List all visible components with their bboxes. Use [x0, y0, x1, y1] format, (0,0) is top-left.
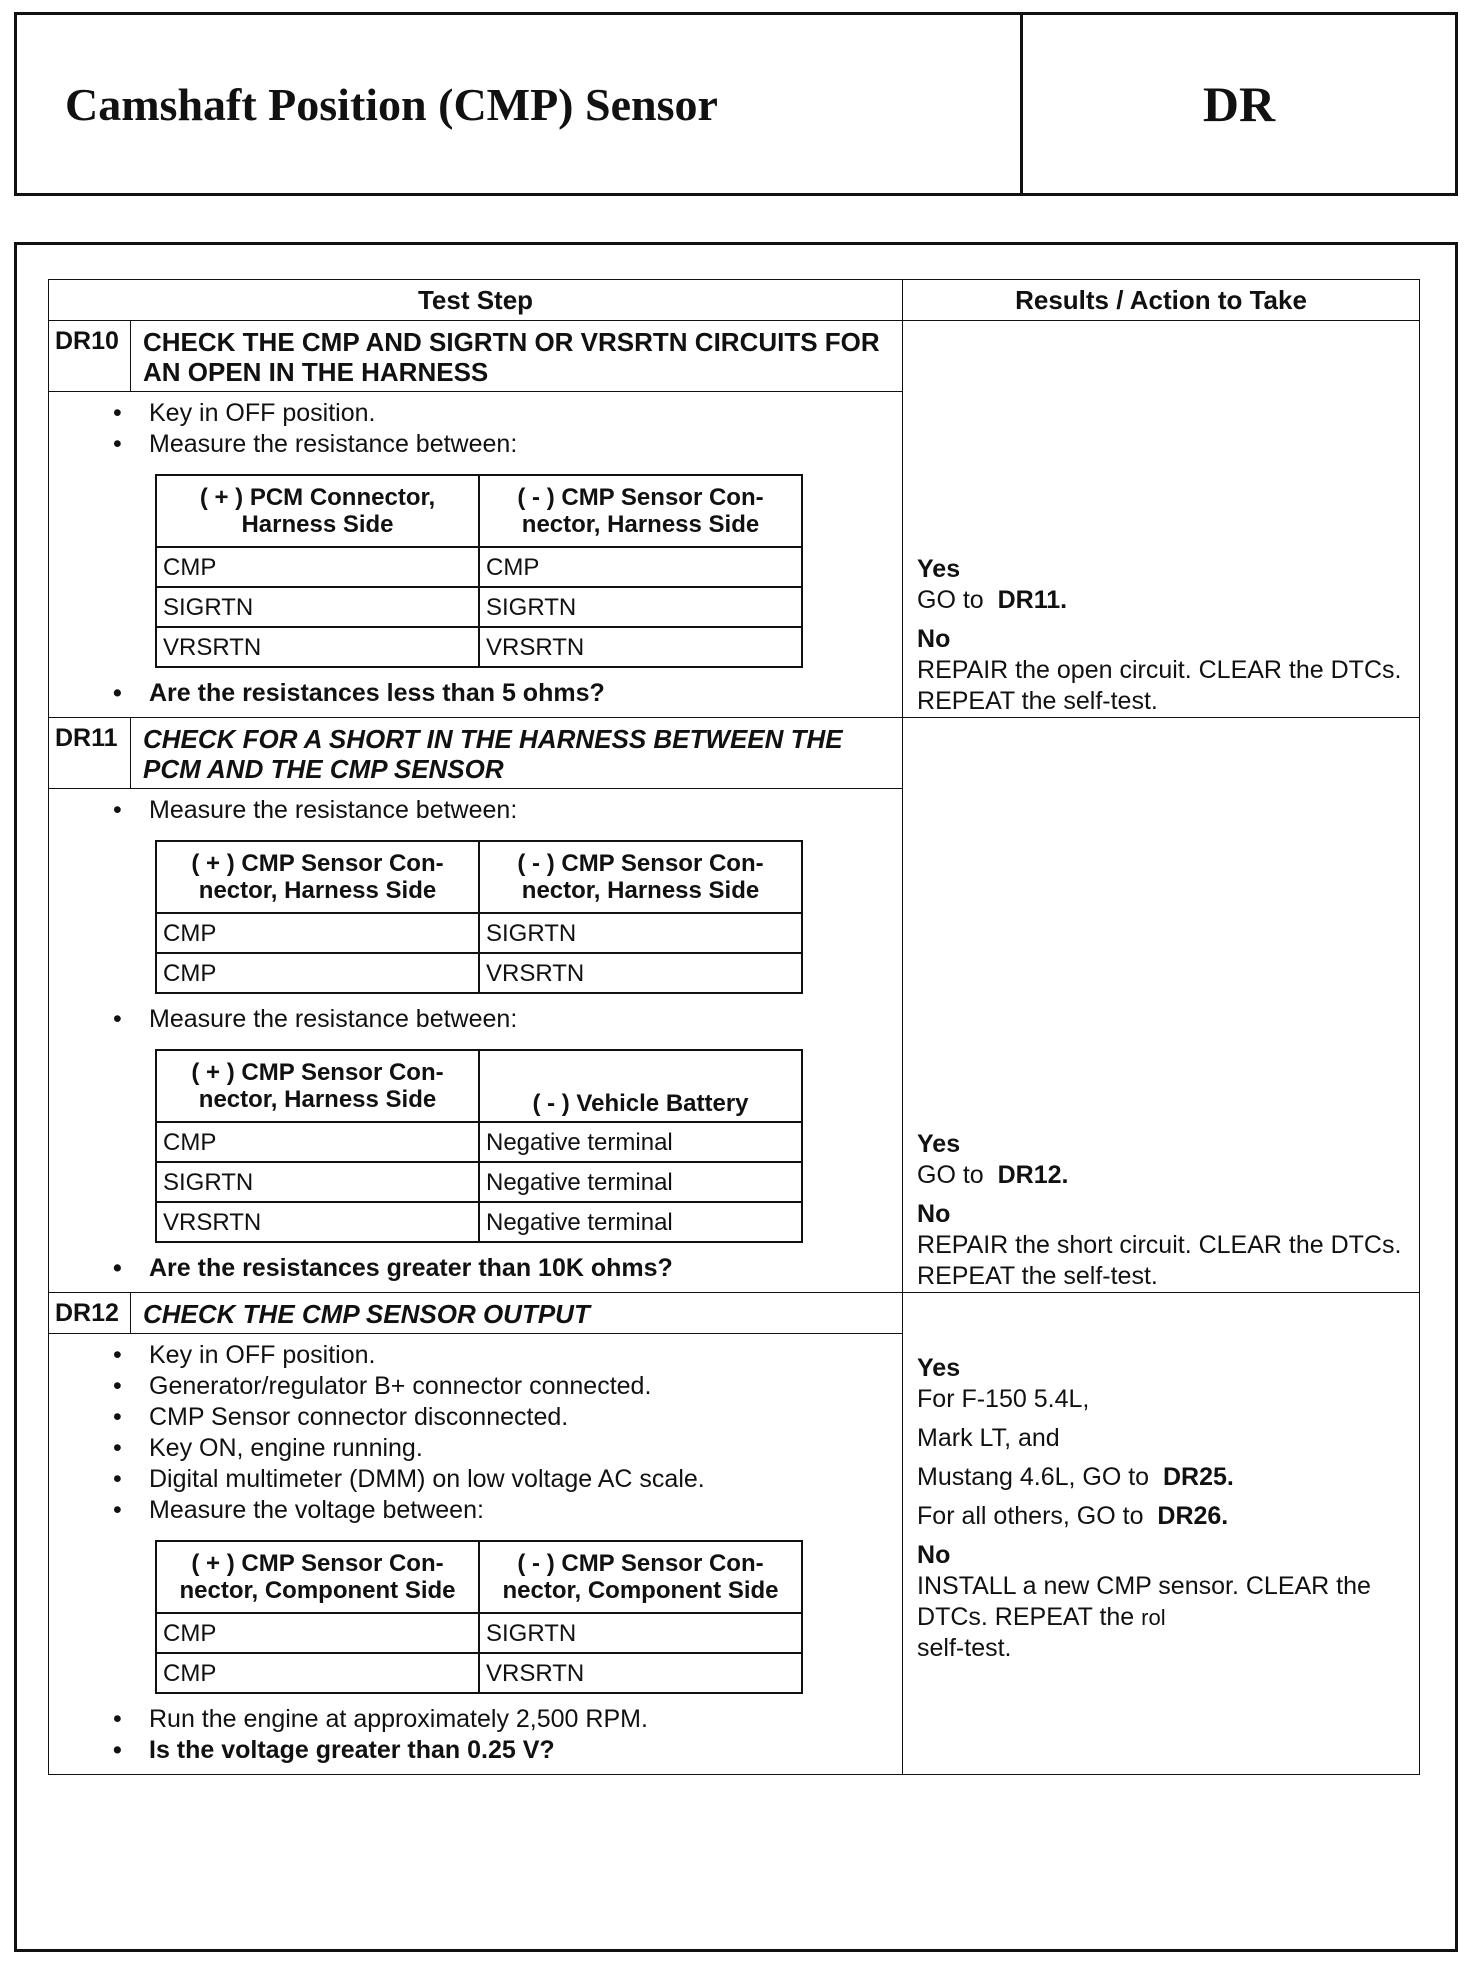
list-item: • Digital multimeter (DMM) on low voltage AC scale. — [149, 1464, 902, 1495]
list-item: • Generator/regulator B+ connector connected. — [149, 1371, 902, 1402]
table-cell: CMP — [156, 1613, 479, 1653]
table-cell: SIGRTN — [479, 1613, 802, 1653]
step-id: DR12 — [49, 1293, 131, 1334]
dr10-results — [903, 321, 1420, 718]
column-header: ( + ) CMP Sensor Con-nector, Component Side — [156, 1541, 479, 1613]
no-label: No — [917, 1200, 951, 1228]
page-title: Camshaft Position (CMP) Sensor — [17, 15, 1023, 193]
table-cell: VRSRTN — [479, 953, 802, 993]
table-cell: CMP — [479, 547, 802, 587]
table-header-row — [49, 280, 1420, 321]
section-code: DR — [1202, 76, 1276, 132]
no-action: REPAIR the open circuit. CLEAR the DTCs. REPEAT the self-test. — [917, 656, 1402, 715]
column-header: ( - ) CMP Sensor Con-nector, Harness Side — [479, 841, 802, 913]
dr12-results — [903, 1293, 1420, 1775]
dr11-content — [49, 789, 903, 1293]
list-item: • CMP Sensor connector disconnected. — [149, 1402, 902, 1433]
no-action: INSTALL a new CMP sensor. CLEAR the DTCs. REPEAT the rol — [917, 1572, 1371, 1631]
table-cell: VRSRTN — [156, 627, 479, 667]
list-item: • Run the engine at approximately 2,500 RPM. — [149, 1704, 902, 1735]
yes-label: Yes — [917, 1130, 961, 1158]
table-cell: CMP — [156, 953, 479, 993]
dr12-title-row — [49, 1293, 1420, 1334]
no-action-end: self-test. — [917, 1634, 1012, 1662]
column-header: ( + ) CMP Sensor Con-nector, Harness Side — [156, 1050, 479, 1122]
table-cell: VRSRTN — [479, 1653, 802, 1693]
step-id: DR10 — [49, 321, 131, 392]
step-title: CHECK FOR A SHORT IN THE HARNESS BETWEEN THE PCM AND THE CMP SENSOR — [131, 718, 903, 789]
test-step-header: Test Step — [49, 280, 903, 321]
list-item: • Key in OFF position. — [149, 1340, 902, 1371]
table-cell: CMP — [156, 547, 479, 587]
table-cell: SIGRTN — [156, 587, 479, 627]
yes-action: GO to DR11. — [917, 586, 1068, 614]
column-header: ( - ) Vehicle Battery — [479, 1050, 802, 1122]
question: • Is the voltage greater than 0.25 V? — [149, 1735, 902, 1766]
step-title: CHECK THE CMP AND SIGRTN OR VRSRTN CIRCUITS FOR AN OPEN IN THE HARNESS — [131, 321, 903, 392]
dr10-measure-table — [155, 474, 803, 668]
result-line: Mark LT, and — [917, 1424, 1060, 1452]
list-item: • Measure the voltage between: — [149, 1495, 902, 1526]
yes-action: GO to DR12. — [917, 1161, 1069, 1189]
table-cell: Negative terminal — [479, 1162, 802, 1202]
column-header: ( - ) CMP Sensor Con-nector, Harness Side — [479, 475, 802, 547]
column-header: ( + ) CMP Sensor Con-nector, Harness Side — [156, 841, 479, 913]
step-id: DR11 — [49, 718, 131, 789]
table-cell: SIGRTN — [156, 1162, 479, 1202]
dr11-results — [903, 718, 1420, 1293]
table-cell: SIGRTN — [479, 913, 802, 953]
results-header: Results / Action to Take — [903, 280, 1420, 321]
column-header: ( + ) PCM Connector, Harness Side — [156, 475, 479, 547]
step-title: CHECK THE CMP SENSOR OUTPUT — [131, 1293, 903, 1334]
question: • Are the resistances greater than 10K ohms? — [149, 1253, 902, 1284]
list-item: • Measure the resistance between: — [149, 795, 902, 826]
table-cell: VRSRTN — [479, 627, 802, 667]
yes-label: Yes — [917, 1354, 961, 1382]
no-label: No — [917, 1541, 951, 1569]
list-item: • Measure the resistance between: — [149, 429, 902, 460]
dr10-title-row — [49, 321, 1420, 392]
dr10-content — [49, 392, 903, 718]
list-item: • Key ON, engine running. — [149, 1433, 902, 1464]
page-header — [14, 12, 1458, 196]
table-cell: Negative terminal — [479, 1202, 802, 1242]
dr11-measure-table-2 — [155, 1049, 803, 1243]
table-cell: Negative terminal — [479, 1122, 802, 1162]
no-action: REPAIR the short circuit. CLEAR the DTCs. REPEAT the self-test. — [917, 1231, 1402, 1290]
dr11-title-row — [49, 718, 1420, 789]
question: • Are the resistances less than 5 ohms? — [149, 678, 902, 709]
table-cell: VRSRTN — [156, 1202, 479, 1242]
table-cell: CMP — [156, 1653, 479, 1693]
list-item: • Measure the resistance between: — [149, 1004, 902, 1035]
yes-label: Yes — [917, 555, 961, 583]
table-cell: SIGRTN — [479, 587, 802, 627]
table-cell: CMP — [156, 1122, 479, 1162]
result-line: For F-150 5.4L, — [917, 1385, 1090, 1413]
result-line: For all others, GO to DR26. — [917, 1502, 1229, 1530]
result-line: Mustang 4.6L, GO to DR25. — [917, 1463, 1234, 1491]
dr11-measure-table-1 — [155, 840, 803, 994]
diagnostic-table — [48, 279, 1420, 1775]
dr12-content — [49, 1334, 903, 1775]
table-cell: CMP — [156, 913, 479, 953]
dr12-measure-table — [155, 1540, 803, 1694]
column-header: ( - ) CMP Sensor Con-nector, Component Side — [479, 1541, 802, 1613]
no-label: No — [917, 625, 951, 653]
list-item: • Key in OFF position. — [149, 398, 902, 429]
